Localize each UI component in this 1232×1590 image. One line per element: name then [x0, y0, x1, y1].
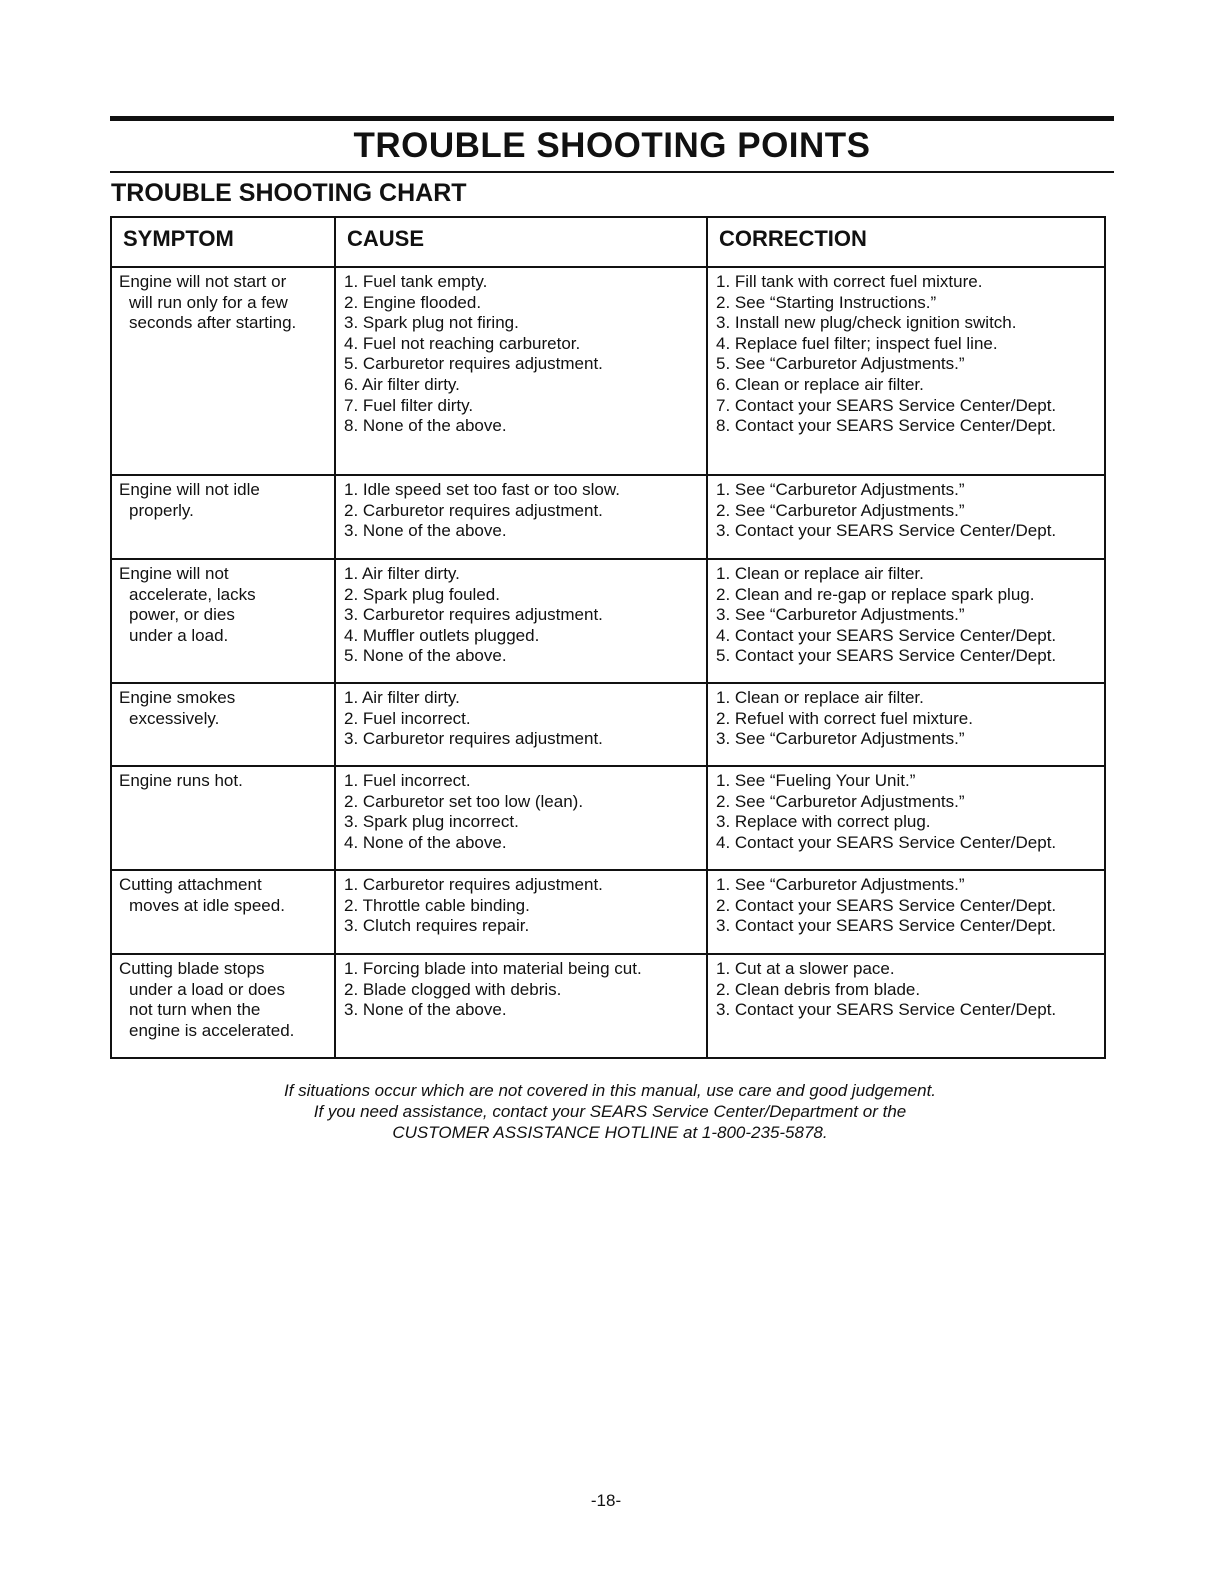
cause-cell [336, 560, 708, 682]
correction-item: 6. Clean or replace air filter. [716, 374, 924, 394]
symptom-cell [112, 684, 336, 765]
table-row [112, 869, 1104, 953]
symptom-cell [112, 767, 336, 869]
cause-item: 5. Carburetor requires adjustment. [344, 354, 603, 374]
correction-item: 4. Contact your SEARS Service Center/Dept. [716, 832, 1057, 852]
cause-item: 2. Carburetor set too low (lean). [344, 791, 584, 811]
symptom-cell [112, 476, 336, 558]
correction-cell [708, 955, 1104, 1057]
symptom-cell [112, 268, 336, 474]
symptom-line: Engine will not idle [119, 480, 260, 499]
cause-item: 1. Fuel tank empty. [344, 272, 488, 291]
cause-item: 3. Spark plug incorrect. [344, 812, 519, 832]
cause-item: 1. Air filter dirty. [344, 564, 460, 583]
symptom-line: under a load. [129, 625, 229, 645]
correction-item: 2. See “Carburetor Adjustments.” [716, 500, 965, 520]
correction-item: 2. See “Starting Instructions.” [716, 292, 937, 312]
correction-item: 4. Replace fuel filter; inspect fuel line. [716, 333, 998, 353]
cause-item: 2. Blade clogged with debris. [344, 979, 562, 999]
table-row [112, 765, 1104, 869]
correction-item: 2. Contact your SEARS Service Center/Dept. [716, 895, 1057, 915]
symptom-line: not turn when the [129, 1000, 261, 1020]
symptom-line: Cutting attachment [119, 875, 262, 894]
troubleshooting-table [110, 216, 1106, 1059]
page-number: -18- [590, 1491, 622, 1510]
table-row [112, 266, 1104, 474]
table-row [112, 953, 1104, 1057]
top-rule [110, 116, 1114, 121]
cause-item: 1. Idle speed set too fast or too slow. [344, 480, 620, 499]
cause-item: 3. Carburetor requires adjustment. [344, 605, 603, 625]
title-underline [110, 171, 1114, 173]
symptom-cell [112, 955, 336, 1057]
cause-item: 2. Carburetor requires adjustment. [344, 500, 603, 520]
cause-item: 1. Forcing blade into material being cut. [344, 959, 642, 978]
correction-item: 1. Clean or replace air filter. [716, 564, 924, 583]
cause-item: 3. Spark plug not firing. [344, 313, 519, 333]
symptom-line: will run only for a few [129, 292, 288, 312]
cause-item: 4. None of the above. [344, 832, 507, 852]
cause-item: 1. Air filter dirty. [344, 688, 460, 707]
correction-item: 4. Contact your SEARS Service Center/Dept. [716, 625, 1057, 645]
cause-item: 1. Carburetor requires adjustment. [344, 875, 603, 894]
correction-item: 1. See “Carburetor Adjustments.” [716, 875, 965, 894]
symptom-cell [112, 560, 336, 682]
header-symptom: SYMPTOM [112, 218, 336, 266]
cause-item: 4. Muffler outlets plugged. [344, 625, 540, 645]
symptom-line: Engine smokes [119, 688, 236, 707]
symptom-line: moves at idle speed. [129, 895, 285, 915]
symptom-line: Engine will not [119, 564, 229, 583]
footnote-line: If you need assistance, contact your SEARS Service Center/Department or the [313, 1102, 907, 1121]
cause-item: 2. Throttle cable binding. [344, 895, 530, 915]
footnote-line: CUSTOMER ASSISTANCE HOTLINE at 1-800-235-5878. [392, 1123, 828, 1142]
cause-item: 6. Air filter dirty. [344, 374, 460, 394]
correction-cell [708, 268, 1104, 474]
correction-item: 1. Cut at a slower pace. [716, 959, 895, 978]
cause-item: 2. Engine flooded. [344, 292, 482, 312]
cause-item: 2. Spark plug fouled. [344, 584, 500, 604]
correction-item: 2. Clean debris from blade. [716, 979, 921, 999]
correction-item: 5. Contact your SEARS Service Center/Dept. [716, 646, 1057, 666]
symptom-line: Engine runs hot. [119, 771, 243, 790]
table-row [112, 474, 1104, 558]
correction-cell [708, 560, 1104, 682]
correction-item: 2. Refuel with correct fuel mixture. [716, 708, 973, 728]
correction-item: 8. Contact your SEARS Service Center/Dept. [716, 416, 1057, 436]
symptom-line: properly. [129, 500, 194, 520]
table-body [112, 266, 1104, 1057]
correction-item: 1. Fill tank with correct fuel mixture. [716, 272, 983, 291]
correction-item: 3. Install new plug/check ignition switch. [716, 313, 1017, 333]
symptom-line: seconds after starting. [129, 313, 297, 333]
footnote-line: If situations occur which are not covered in this manual, use care and good judgement. [283, 1081, 937, 1100]
chart-heading: TROUBLE SHOOTING CHART [111, 179, 467, 207]
correction-item: 5. See “Carburetor Adjustments.” [716, 354, 965, 374]
correction-item: 7. Contact your SEARS Service Center/Dept. [716, 395, 1057, 415]
header-correction: CORRECTION [719, 226, 867, 251]
correction-item: 3. Contact your SEARS Service Center/Dept. [716, 1000, 1057, 1020]
symptom-line: Engine will not start or [119, 272, 287, 291]
cause-cell [336, 684, 708, 765]
correction-item: 3. Contact your SEARS Service Center/Dept. [716, 916, 1057, 936]
symptom-line: power, or dies [129, 605, 235, 625]
correction-cell [708, 767, 1104, 869]
cause-item: 4. Fuel not reaching carburetor. [344, 333, 581, 353]
cause-item: 1. Fuel incorrect. [344, 771, 471, 790]
correction-item: 2. See “Carburetor Adjustments.” [716, 791, 965, 811]
correction-item: 1. See “Carburetor Adjustments.” [716, 480, 965, 499]
cause-item: 3. None of the above. [344, 1000, 507, 1020]
correction-item: 1. See “Fueling Your Unit.” [716, 771, 916, 790]
correction-item: 3. Replace with correct plug. [716, 812, 931, 832]
correction-cell [708, 871, 1104, 953]
cause-cell [336, 871, 708, 953]
table-header-row [112, 218, 1104, 266]
cause-item: 2. Fuel incorrect. [344, 708, 471, 728]
correction-cell [708, 684, 1104, 765]
symptom-line: under a load or does [129, 979, 285, 999]
footnote [150, 1080, 1070, 1143]
correction-item: 1. Clean or replace air filter. [716, 688, 924, 707]
header-cause: CAUSE [336, 218, 708, 266]
symptom-cell [112, 871, 336, 953]
correction-item: 3. Contact your SEARS Service Center/Dept. [716, 521, 1057, 541]
cause-item: 3. Carburetor requires adjustment. [344, 729, 603, 749]
table-row [112, 558, 1104, 682]
cause-item: 3. None of the above. [344, 521, 507, 541]
symptom-line: accelerate, lacks [129, 584, 256, 604]
correction-item: 2. Clean and re-gap or replace spark plug. [716, 584, 1035, 604]
cause-cell [336, 767, 708, 869]
correction-item: 3. See “Carburetor Adjustments.” [716, 605, 965, 625]
symptom-line: engine is accelerated. [129, 1020, 295, 1040]
cause-item: 3. Clutch requires repair. [344, 916, 530, 936]
cause-item: 8. None of the above. [344, 416, 507, 436]
symptom-line: excessively. [129, 708, 220, 728]
correction-item: 3. See “Carburetor Adjustments.” [716, 729, 965, 749]
table-row [112, 682, 1104, 765]
symptom-line: Cutting blade stops [119, 959, 265, 978]
cause-item: 5. None of the above. [344, 646, 507, 666]
correction-cell [708, 476, 1104, 558]
cause-cell [336, 268, 708, 474]
cause-item: 7. Fuel filter dirty. [344, 395, 474, 415]
page-title: TROUBLE SHOOTING POINTS [353, 126, 871, 165]
cause-cell [336, 476, 708, 558]
cause-cell [336, 955, 708, 1057]
